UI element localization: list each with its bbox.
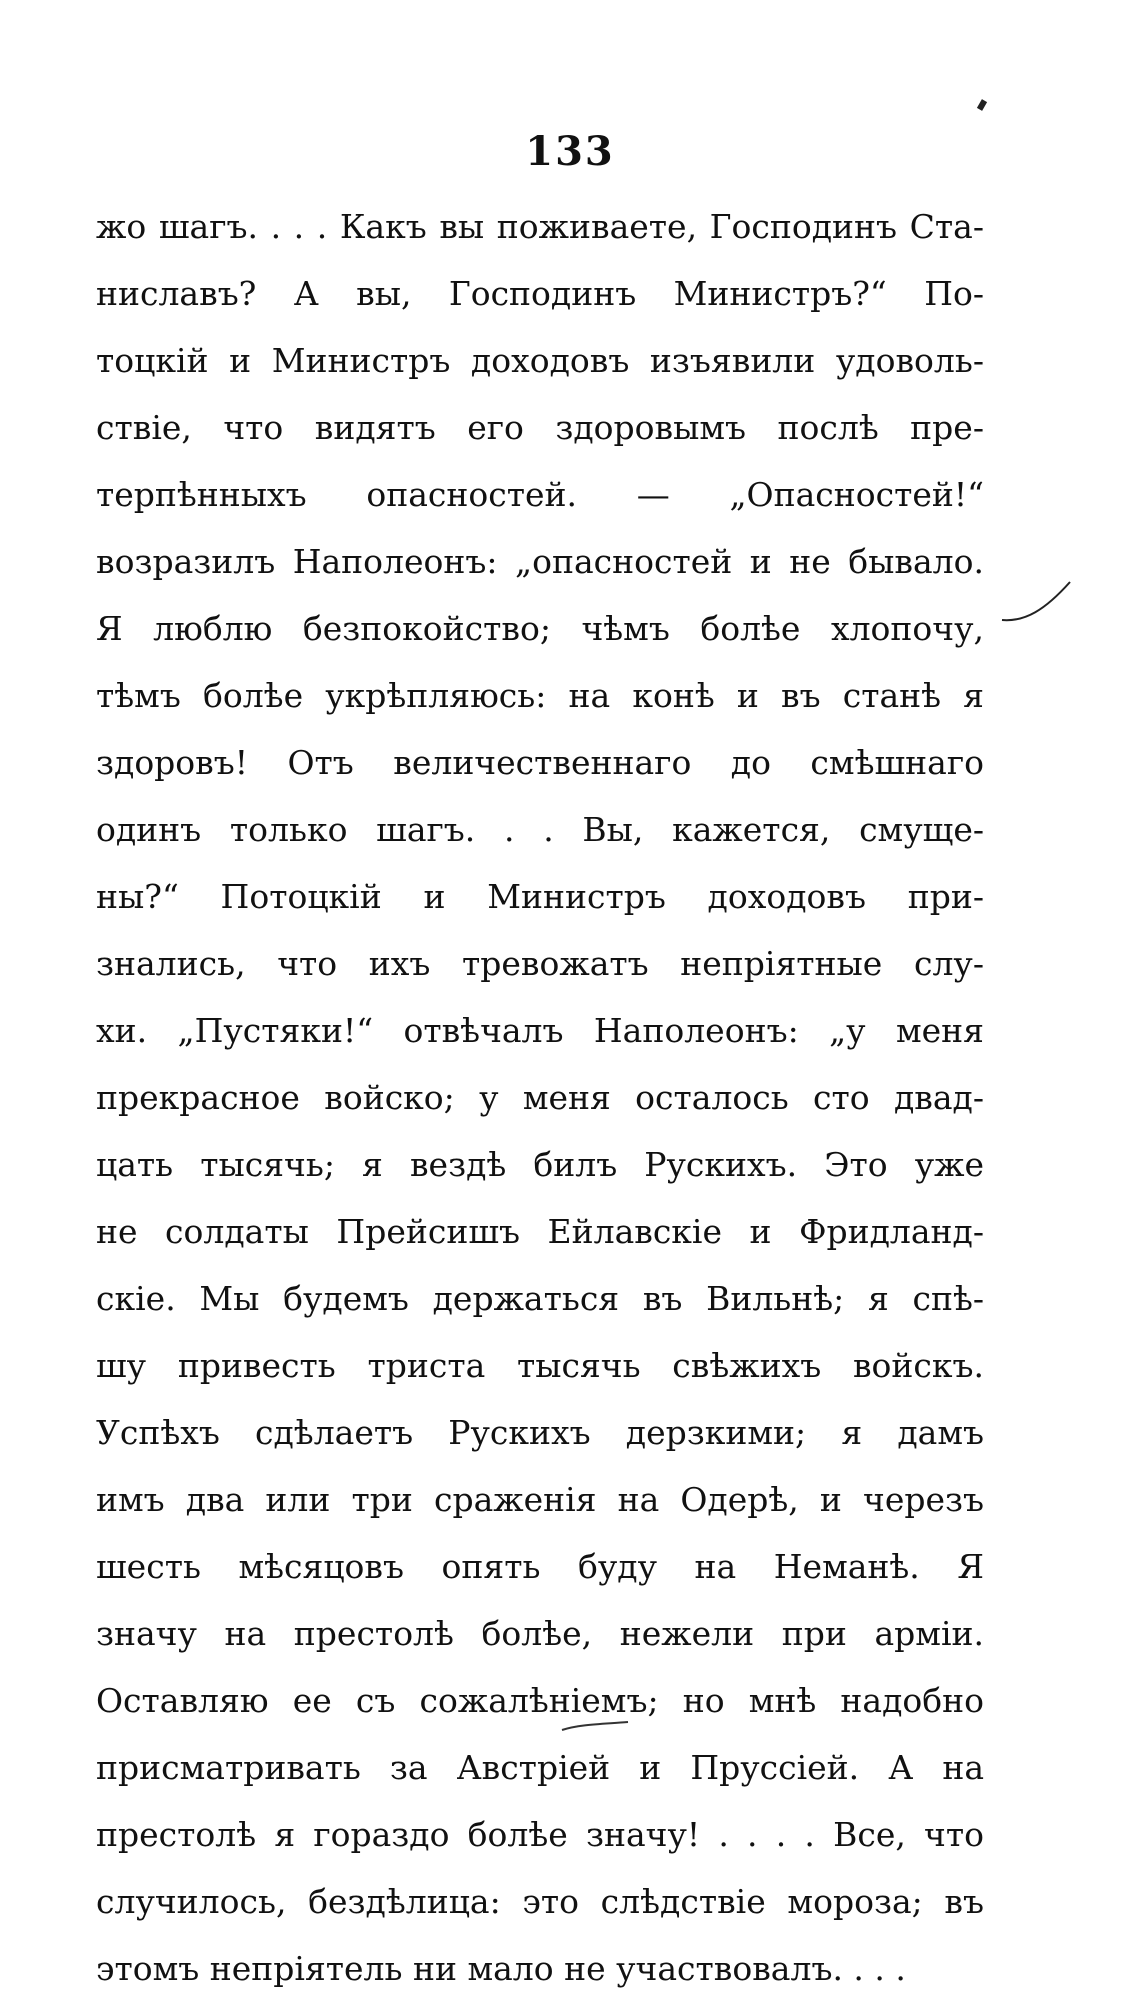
text-line: Оставляю ее съ сожалѣніемъ; но мнѣ надобно — [96, 1681, 984, 1720]
text-line: шу привесть триста тысячь свѣжихъ войскъ. — [96, 1346, 984, 1385]
text-line: имъ два или три сраженія на Одерѣ, и черезъ — [96, 1480, 984, 1519]
text-line: не солдаты Прейсишъ Ейлавскіе и Фридланд- — [96, 1212, 984, 1251]
text-line: хи. „Пустяки!“ отвѣчалъ Наполеонъ: „у меня — [96, 1011, 984, 1050]
text-line: тѣмъ болѣе укрѣпляюсь: на конѣ и въ станѣ я — [96, 676, 984, 715]
text-line: возразилъ Наполеонъ: „опасностей и не бывало. — [96, 542, 984, 581]
text-line: терпѣнныхъ опасностей. — „Опасностей!“ — [96, 475, 984, 514]
text-line: одинъ только шагъ. . . Вы, кажется, смуще- — [96, 810, 984, 849]
text-line: здоровъ! Отъ величественнаго до смѣшнаго — [96, 743, 984, 782]
text-line: скіе. Мы будемъ держаться въ Вильнѣ; я спѣ- — [96, 1279, 984, 1318]
text-line: шесть мѣсяцовъ опять буду на Неманѣ. Я — [96, 1547, 984, 1586]
ink-speck — [977, 99, 987, 111]
text-line: Успѣхъ сдѣлаетъ Рускихъ дерзкими; я дамъ — [96, 1413, 984, 1452]
text-line: престолѣ я гораздо болѣе значу! . . . . Все, что — [96, 1815, 984, 1854]
page-number: 133 — [525, 128, 615, 175]
text-line: ны?“ Потоцкій и Министръ доходовъ при- — [96, 877, 984, 916]
text-line: присматривать за Австріей и Пруссіей. А на — [96, 1748, 984, 1787]
text-line: значу на престолѣ болѣе, нежели при арміи. — [96, 1614, 984, 1653]
pen-stroke-mark — [1000, 580, 1080, 640]
text-line: тоцкій и Министръ доходовъ изъявили удоволь- — [96, 341, 984, 380]
end-flourish — [560, 1720, 630, 1734]
text-line: прекрасное войско; у меня осталось сто двад- — [96, 1078, 984, 1117]
text-line: случилось, бездѣлица: это слѣдствіе мороза; въ — [96, 1882, 984, 1921]
text-line: знались, что ихъ тревожатъ непріятные слу- — [96, 944, 984, 983]
text-line: ниславъ? А вы, Господинъ Министръ?“ По- — [96, 274, 984, 313]
text-line: жо шагъ. . . . Какъ вы поживаете, Господинъ Ста- — [96, 207, 984, 246]
text-line: этомъ непріятель ни мало не участвовалъ. . . . — [96, 1949, 906, 1988]
body-text — [96, 193, 984, 2002]
text-line: ствіе, что видятъ его здоровымъ послѣ пре- — [96, 408, 984, 447]
text-line: Я люблю безпокойство; чѣмъ болѣе хлопочу, — [96, 609, 984, 648]
text-line: цать тысячь; я вездѣ билъ Рускихъ. Это уже — [96, 1145, 984, 1184]
